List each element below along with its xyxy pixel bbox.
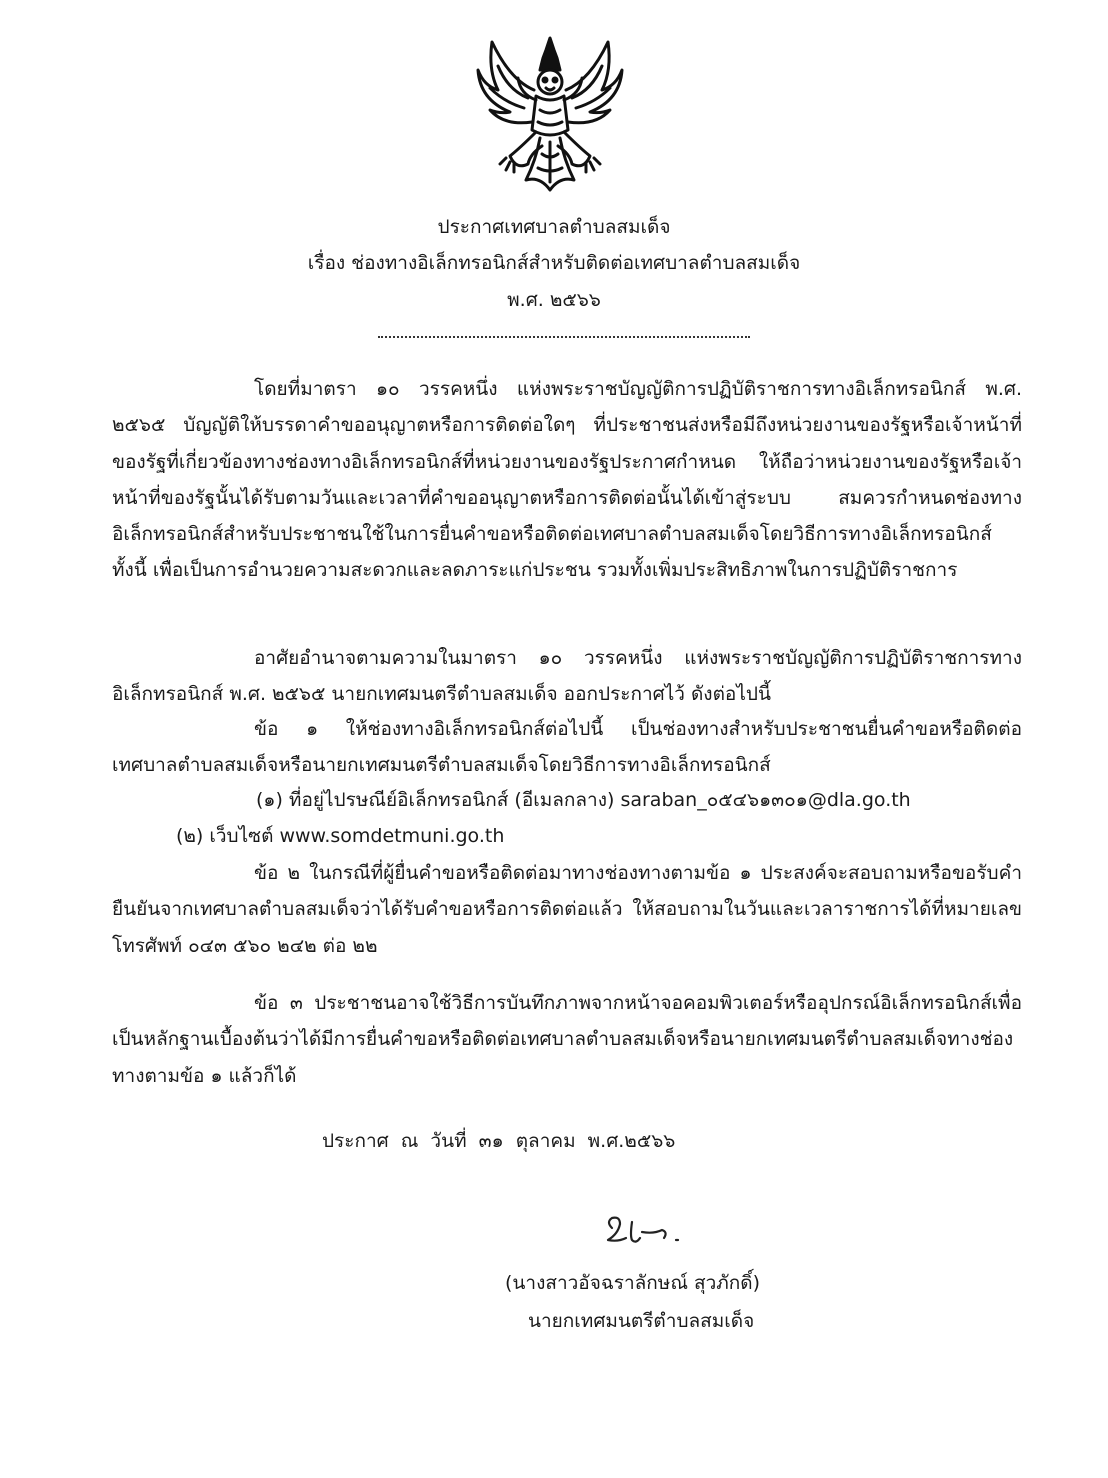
- handwritten-signature-icon: [598, 1210, 698, 1255]
- signer-name: (นางสาวอัจฉราลักษณ์ สุวภักดิ์): [505, 1272, 761, 1294]
- announcement-subject: เรื่อง ช่องทางอิเล็กทรอนิกส์สำหรับติดต่อเทศบาลตำบลสมเด็จ: [307, 252, 801, 274]
- channel-email: (๑) ที่อยู่ไปรษณีย์อิเล็กทรอนิกส์ (อีเมลกลาง) saraban_๐๕๔๖๑๓๐๑@dla.go.th: [256, 789, 911, 811]
- dotted-divider: [378, 336, 750, 338]
- paragraph-authority: อาศัยอำนาจตามความในมาตรา ๑๐ วรรคหนึ่ง แห่งพระราชบัญญัติการปฏิบัติราชการทางอิเล็กทรอนิกส์ พ.ศ. ๒๕๖๕ นายกเทศมนตรีตำบลสมเด็จ ออกประกาศไว้ ดังต่อไปนี้: [112, 647, 1022, 706]
- announcement-year: พ.ศ. ๒๕๖๖: [507, 289, 601, 311]
- channel-website: (๒) เว็บไซต์ www.somdetmuni.go.th: [176, 825, 505, 847]
- announcement-date: ประกาศ ณ วันที่ ๓๑ ตุลาคม พ.ศ.๒๕๖๖: [322, 1130, 676, 1152]
- signer-title: นายกเทศมนตรีตำบลสมเด็จ: [528, 1310, 755, 1332]
- paragraph-clause-2: ข้อ ๒ ในกรณีที่ผู้ยื่นคำขอหรือติดต่อมาทางช่องทางตามข้อ ๑ ประสงค์จะสอบถามหรือขอรับคำยืนยันจากเทศบาลตำบลสมเด็จว่าได้รับคำขอหรือการติดต่อแล้ว ให้สอบถามในวันและเวลาราชการได้ที่หมายเลขโทรศัพท์ ๐๔๓ ๕๖๐ ๒๔๒ ต่อ ๒๒: [112, 862, 1022, 957]
- garuda-emblem-icon: [470, 30, 630, 200]
- paragraph-preamble: โดยที่มาตรา ๑๐ วรรคหนึ่ง แห่งพระราชบัญญัติการปฏิบัติราชการทางอิเล็กทรอนิกส์ พ.ศ. ๒๕๖๕ บัญญัติให้บรรดาคำขออนุญาตหรือการติดต่อใดๆ ที่ประชาชนส่งหรือมีถึงหน่วยงานของรัฐหรือเจ้าหน้าที่ของรัฐที่เกี่ยวข้องทางช่องทางอิเล็กทรอนิกส์ที่หน่วยงานของรัฐประกาศกำหนด ให้ถือว่าหน่วยงานของรัฐหรือเจ้าหน้าที่ของรัฐนั้นได้รับตามวันและเวลาที่คำขออนุญาตหรือการติดต่อนั้นได้เข้าสู่ระบบ สมควรกำหนดช่องทางอิเล็กทรอนิกส์สำหรับประชาชนใช้ในการยื่นคำขอหรือติดต่อเทศบาลตำบลสมเด็จโดยวิธีการทางอิเล็กทรอนิกส์ ทั้งนี้ เพื่อเป็นการอำนวยความสะดวกและลดภาระแก่ประชน รวมทั้งเพิ่มประสิทธิภาพในการปฏิบัติราชการ: [112, 378, 1022, 582]
- announcement-title: ประกาศเทศบาลตำบลสมเด็จ: [437, 216, 671, 238]
- paragraph-clause-3: ข้อ ๓ ประชาชนอาจใช้วิธีการบันทึกภาพจากหน้าจอคอมพิวเตอร์หรืออุปกรณ์อิเล็กทรอนิกส์เพื่อเป็นหลักฐานเบื้องต้นว่าได้มีการยื่นคำขอหรือติดต่อเทศบาลตำบลสมเด็จหรือนายกเทศมนตรีตำบลสมเด็จทางช่องทางตามข้อ ๑ แล้วก็ได้: [112, 992, 1022, 1087]
- paragraph-clause-1: ข้อ ๑ ให้ช่องทางอิเล็กทรอนิกส์ต่อไปนี้ เป็นช่องทางสำหรับประชาชนยื่นคำขอหรือติดต่อเทศบาลตำบลสมเด็จหรือนายกเทศมนตรีตำบลสมเด็จโดยวิธีการทางอิเล็กทรอนิกส์: [112, 718, 1022, 777]
